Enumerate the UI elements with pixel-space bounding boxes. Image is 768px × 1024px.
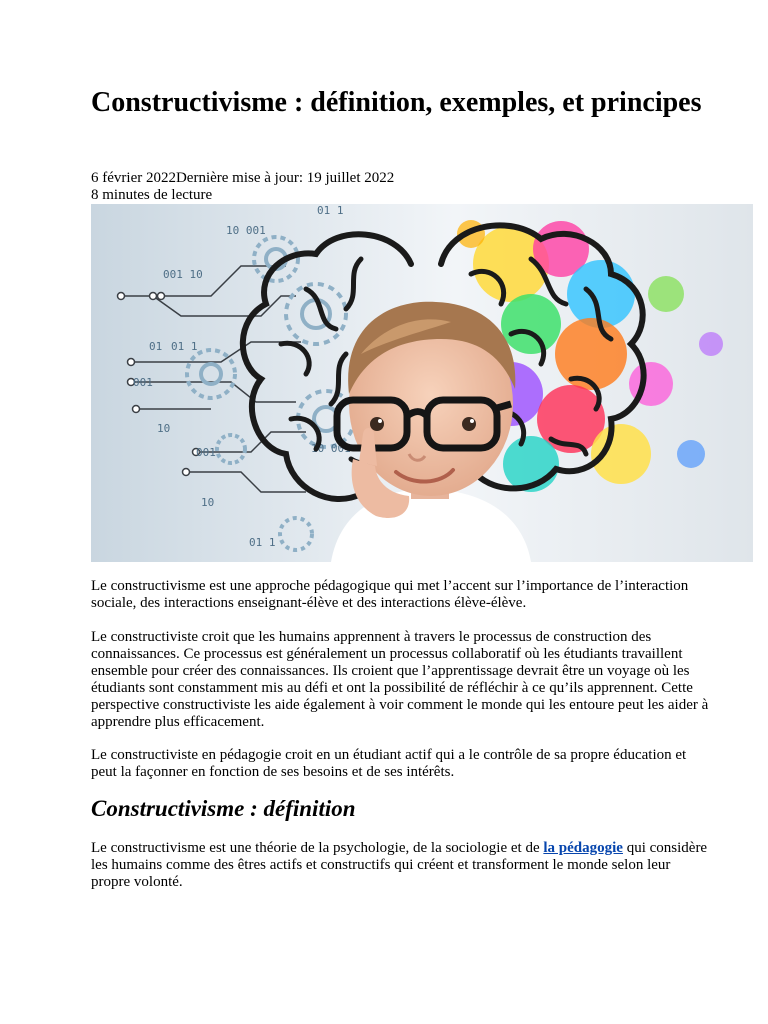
binary-label: 001 — [133, 376, 153, 389]
paragraph-definition — [91, 840, 711, 891]
binary-label: 01 1 — [317, 204, 344, 217]
binary-label: 10 001 — [226, 224, 266, 237]
binary-label: 10 — [157, 422, 171, 435]
pedagogie-link[interactable]: la pédagogie — [543, 840, 623, 856]
updated-date: Dernière mise à jour: 19 juillet 2022 — [175, 170, 395, 186]
binary-label: 10 001 — [311, 442, 351, 455]
paragraph-process: Le constructiviste croit que les humains apprennent à travers le processus de construction des connaissances. Ce processus est généralement un processus collaboratif où les étudiants travaillent ensemble pour créer des connaissances. Ils croient que l’apprentissage devrait être un voyage où les étudiants sont constamment mis au défi et ont la possibilité de réfléchir à ce qu’ils apprennent. Cette perspective constructiviste les aide également à voir comment le monde qui les entoure peut les aider à apprendre plus efficacement. — [91, 629, 709, 730]
paragraph-intro: Le constructivisme est une approche pédagogique qui met l’accent sur l’importance de l’interaction sociale, des interactions enseignant-élève et des interactions élève-élève. — [91, 578, 689, 611]
hero-illustration — [91, 204, 753, 562]
binary-label: 01 1 — [171, 340, 198, 353]
hero-image — [91, 204, 753, 562]
reading-time: 8 minutes de lecture — [91, 187, 213, 203]
article-title: Constructivisme : définition, exemples, et principes — [91, 87, 702, 118]
binary-label: 001 — [196, 446, 216, 459]
article-dates — [91, 170, 731, 187]
binary-label: 001 10 — [163, 268, 203, 281]
section-heading: Constructivisme : définition — [91, 796, 356, 821]
binary-label: 01 1 — [249, 536, 276, 549]
published-date: 6 février 2022 — [91, 170, 176, 186]
child-figure — [331, 302, 531, 562]
binary-label: 01 — [149, 340, 163, 353]
definition-text-after: qui considère les humains comme des êtres actifs et constructifs qui créent et transforment le monde selon leur propre volonté. — [91, 840, 708, 890]
article-meta — [91, 170, 731, 204]
binary-label: 10 — [201, 496, 215, 509]
paragraph-active-student: Le constructiviste en pédagogie croit en un étudiant actif qui a le contrôle de sa propre éducation et peut la façonner en fonction de ses besoins et de ses intérêts. — [91, 747, 687, 780]
definition-text-before: Le constructivisme est une théorie de la psychologie, de la sociologie et de — [91, 840, 544, 856]
